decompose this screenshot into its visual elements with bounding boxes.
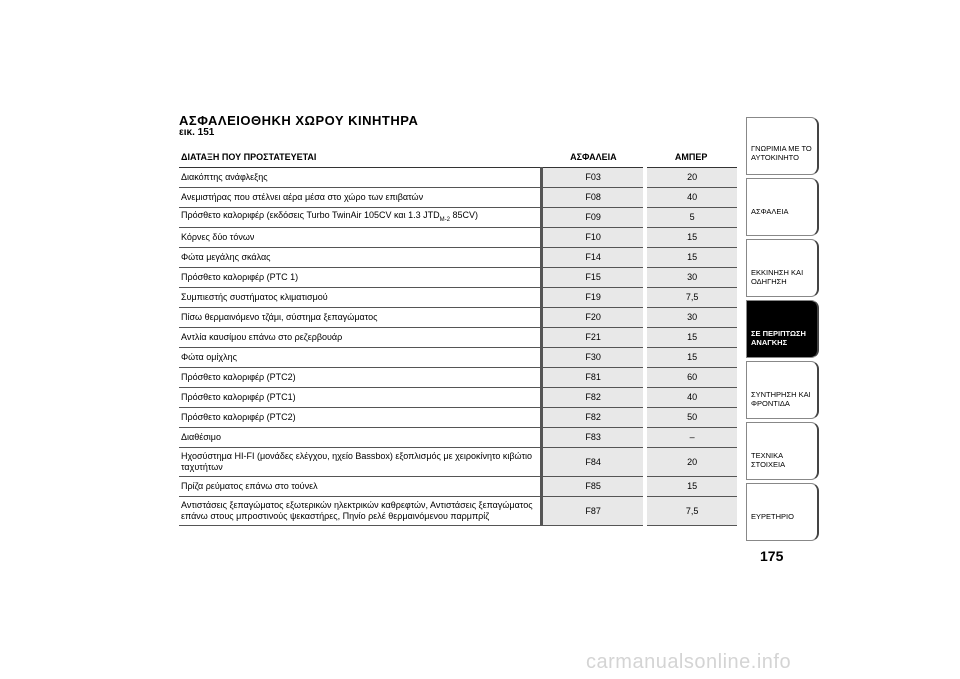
fuse-cell: F21 (542, 328, 646, 348)
device-text: Κόρνες δύο τόνων (181, 232, 255, 242)
device-text: Πρόσθετο καλοριφέρ (PTC2) (181, 412, 296, 422)
device-text-tail: 85CV) (449, 209, 478, 220)
chapter-tabs (746, 117, 819, 544)
fuse-cell: F83 (542, 428, 646, 448)
table-row (179, 348, 737, 368)
device-text: Διαθέσιμο (181, 432, 221, 442)
figure-reference: εικ. 151 (179, 127, 215, 138)
device-cell (179, 248, 542, 268)
fuse-cell: F03 (542, 168, 646, 188)
fuse-cell: F09 (542, 208, 646, 228)
table-row (179, 248, 737, 268)
device-text: Αντιστάσεις ξεπαγώματος εξωτερικών ηλεκτρικών καθρεφτών, Αντιστάσεις ξεπαγώματος επάνω στους μπροστινούς ψεκαστήρες, Πηνίο ρελέ θερμαινόμενου παρμπρίζ (181, 500, 533, 521)
ampere-cell: 7,5 (645, 288, 737, 308)
table-row (179, 428, 737, 448)
device-cell (179, 228, 542, 248)
device-cell (179, 308, 542, 328)
table-row (179, 477, 737, 497)
device-text: Φώτα μεγάλης σκάλας (181, 252, 271, 262)
ampere-cell: – (645, 428, 737, 448)
table-row (179, 388, 737, 408)
fuse-cell: F84 (542, 448, 646, 477)
device-cell (179, 188, 542, 208)
device-cell (179, 328, 542, 348)
table-header-row (179, 147, 737, 168)
fuse-cell: F08 (542, 188, 646, 208)
fuse-cell: F85 (542, 477, 646, 497)
fuse-cell: F87 (542, 497, 646, 526)
chapter-tab[interactable]: ΓΝΩΡΙΜΙΑ ΜΕ ΤΟ ΑΥΤΟΚΙΝΗΤΟ (746, 117, 819, 175)
device-cell (179, 497, 542, 526)
chapter-tab[interactable]: ΑΣΦΑΛΕΙΑ (746, 178, 819, 236)
device-text: Πρόσθετο καλοριφέρ (εκδόσεις Turbo TwinAir 105CV και 1.3 JTD (181, 209, 440, 220)
header-device: ΔΙΑΤΑΞΗ ΠΟΥ ΠΡΟΣΤΑΤΕΥΕΤΑΙ (179, 147, 542, 168)
chapter-tab[interactable]: ΣΥΝΤΗΡΗΣΗ ΚΑΙ ΦΡΟΝΤΙΔΑ (746, 361, 819, 419)
fuse-cell: F30 (542, 348, 646, 368)
device-text: Πρόσθετο καλοριφέρ (PTC 1) (181, 272, 299, 282)
fuse-cell: F82 (542, 388, 646, 408)
device-cell (179, 408, 542, 428)
device-subscript: M-2 (439, 216, 450, 223)
ampere-cell: 5 (645, 208, 737, 228)
table-row (179, 188, 737, 208)
table-row (179, 228, 737, 248)
device-cell (179, 448, 542, 477)
device-cell (179, 388, 542, 408)
ampere-cell: 20 (645, 168, 737, 188)
ampere-cell: 15 (645, 248, 737, 268)
ampere-cell: 60 (645, 368, 737, 388)
device-cell (179, 168, 542, 188)
device-text: Διακόπτης ανάφλεξης (181, 172, 268, 182)
table-row (179, 408, 737, 428)
ampere-cell: 15 (645, 228, 737, 248)
fuse-cell: F15 (542, 268, 646, 288)
fuse-cell: F20 (542, 308, 646, 328)
chapter-tab[interactable]: ΕΥΡΕΤΗΡΙΟ (746, 483, 819, 541)
table-row (179, 308, 737, 328)
table-row (179, 368, 737, 388)
fuse-cell: F82 (542, 408, 646, 428)
ampere-cell: 20 (645, 448, 737, 477)
device-cell (179, 428, 542, 448)
page-number: 175 (760, 548, 784, 564)
ampere-cell: 15 (645, 477, 737, 497)
device-cell (179, 208, 542, 228)
device-cell (179, 368, 542, 388)
device-text: Πρόσθετο καλοριφέρ (PTC1) (181, 392, 296, 402)
device-cell (179, 348, 542, 368)
ampere-cell: 30 (645, 308, 737, 328)
device-cell (179, 477, 542, 497)
device-text: Πρόσθετο καλοριφέρ (PTC2) (181, 372, 296, 382)
ampere-cell: 40 (645, 388, 737, 408)
device-text: Ανεμιστήρας που στέλνει αέρα μέσα στο χώρο των επιβατών (181, 192, 424, 202)
ampere-cell: 7,5 (645, 497, 737, 526)
device-text: Αντλία καυσίμου επάνω στο ρεζερβουάρ (181, 332, 343, 342)
device-text: Φώτα ομίχλης (181, 352, 237, 362)
ampere-cell: 15 (645, 348, 737, 368)
fuse-cell: F14 (542, 248, 646, 268)
device-text: Ηχοσύστημα HI-FI (μονάδες ελέγχου, ηχείο Bassbox) εξοπλισμός με χειροκίνητο κιβώτιο ταχυτήτων (181, 451, 533, 472)
fuse-cell: F10 (542, 228, 646, 248)
table-row (179, 208, 737, 228)
table-row (179, 268, 737, 288)
fuse-cell: F81 (542, 368, 646, 388)
device-text: Πίσω θερμαινόμενο τζάμι, σύστημα ξεπαγώματος (181, 312, 378, 322)
table-row (179, 288, 737, 308)
table-row (179, 168, 737, 188)
chapter-tab[interactable]: ΕΚΚΙΝΗΣΗ ΚΑΙ ΟΔΗΓΗΣΗ (746, 239, 819, 297)
ampere-cell: 40 (645, 188, 737, 208)
header-fuse: ΑΣΦΑΛΕΙΑ (542, 147, 646, 168)
ampere-cell: 50 (645, 408, 737, 428)
chapter-tab[interactable]: ΤΕΧΝΙΚΑ ΣΤΟΙΧΕΙΑ (746, 422, 819, 480)
fuse-table (179, 147, 737, 526)
device-text: Πρίζα ρεύματος επάνω στο τούνελ (181, 481, 318, 491)
ampere-cell: 15 (645, 328, 737, 348)
page-title: ΑΣΦΑΛΕΙΟΘΗΚΗ ΧΩΡΟΥ ΚΙΝΗΤΗΡΑ (179, 113, 419, 128)
device-cell (179, 288, 542, 308)
watermark: carmanualsonline.info (586, 651, 792, 673)
device-cell (179, 268, 542, 288)
table-row (179, 448, 737, 477)
table-row (179, 328, 737, 348)
fuse-cell: F19 (542, 288, 646, 308)
header-ampere: ΑΜΠΕΡ (645, 147, 737, 168)
ampere-cell: 30 (645, 268, 737, 288)
device-text: Συμπιεστής συστήματος κλιματισμού (181, 292, 328, 302)
chapter-tab[interactable]: ΣΕ ΠΕΡΙΠΤΩΣΗ ΑΝΑΓΚΗΣ (746, 300, 819, 358)
table-row (179, 497, 737, 526)
